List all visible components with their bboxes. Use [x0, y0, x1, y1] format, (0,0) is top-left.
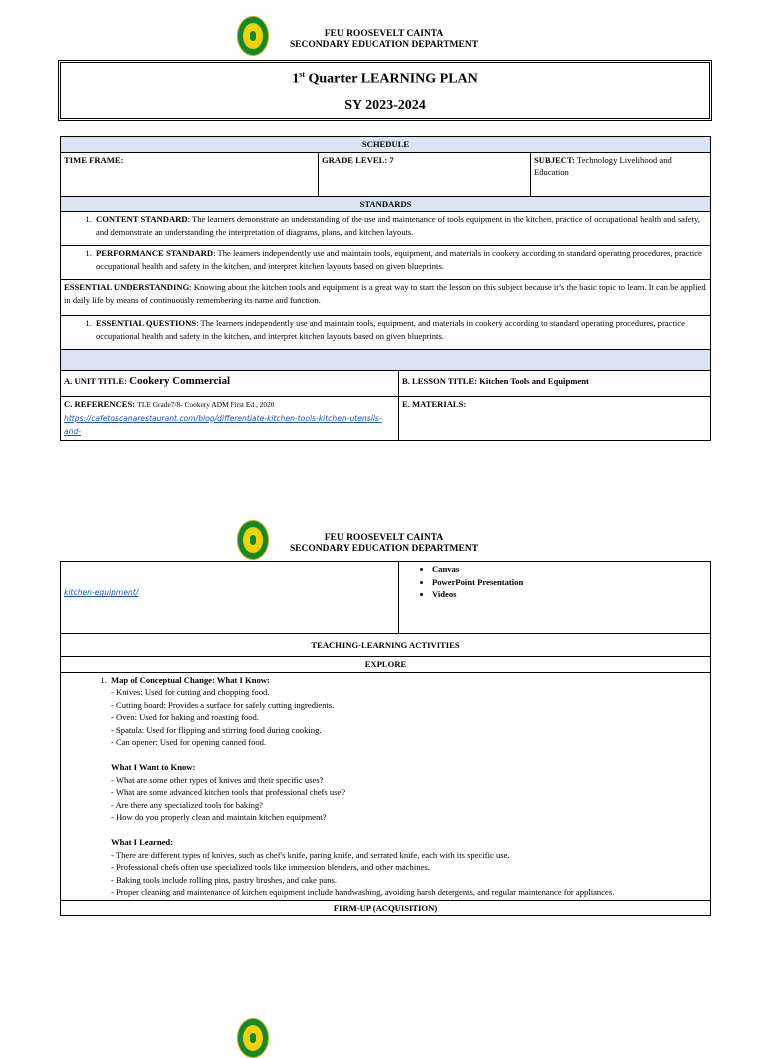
standards-heading: STANDARDS [61, 196, 711, 212]
learned-title: What I Learned: [111, 837, 174, 847]
school-name-2: FEU ROOSEVELT CAINTA [324, 533, 444, 543]
materials-list-cell [399, 562, 711, 634]
explore-content [61, 672, 711, 900]
department-name-2: SECONDARY EDUCATION DEPARTMENT [289, 544, 479, 554]
map-title: Map of Conceptual Change: What I Know: [111, 674, 270, 685]
lesson-title-cell: B. LESSON TITLE: Kitchen Tools and Equipment [399, 371, 711, 397]
want-title: What I Want to Know: [111, 762, 196, 772]
materials-list [402, 563, 707, 601]
learned-item: - There are different types of knives, such as chef's knife, paring knife, and serrated knife, each with its specific use. [111, 849, 510, 860]
material-item: • PowerPoint Presentation [432, 576, 707, 589]
school-year: SY 2023-2024 [344, 97, 426, 113]
learned-item: - Baking tools include rolling pins, pastry brushes, and cake pans. [111, 874, 338, 885]
want-item: - How do you properly clean and maintain kitchen equipment? [111, 812, 327, 822]
unit-title-cell: A. UNIT TITLE: Cookery Commercial [61, 371, 399, 397]
know-item: - Oven: Used for baking and roasting food. [111, 712, 259, 722]
essential-understanding: ESSENTIAL UNDERSTANDING: Knowing about the kitchen tools and equipment is a great way to start the lesson on this subject because it’s the basic topic to learn. It can be applied in daily life by means of continuously remembering its name and function. [61, 280, 711, 316]
performance-standard: 1. PERFORMANCE STANDARD: The learners independently use and maintain tools, equipment, and materials in cookery according to standard operating procedures, practice occupational health and safety in the kitchen, and interpret kitchen layouts based on given blueprints. [61, 246, 711, 280]
reference-link-cont[interactable]: kitchen-equipment/ [64, 588, 139, 598]
want-item: - What are some advanced kitchen tools that professional chefs use? [111, 787, 346, 797]
know-item: - Spatula: Used for flipping and stirring food during cooking. [111, 724, 322, 735]
grade-level-cell: GRADE LEVEL: 7 [319, 152, 531, 196]
reference-link[interactable]: https://cafetoscanarestaurant.com/blog/differentiate-kitchen-tools-kitchen-utensils-and- [64, 413, 382, 436]
schedule-heading: SCHEDULE [61, 137, 711, 153]
subject-cell: SUBJECT: Technology Livelihood and Education [531, 152, 711, 196]
explore-heading: EXPLORE [61, 657, 711, 673]
quarter-title: 1st Quarter LEARNING PLAN [292, 70, 478, 87]
department-name: SECONDARY EDUCATION DEPARTMENT [289, 40, 479, 50]
firmup-heading: FIRM-UP (ACQUISITION) [61, 900, 711, 916]
reference-link-cont-cell [61, 562, 399, 634]
know-item: - Cutting board: Provides a surface for safely cutting ingredients. [111, 699, 335, 710]
know-item: - Can opener: Used for opening canned food. [111, 737, 267, 747]
know-item: - Knives: Used for cutting and chopping food. [111, 687, 270, 697]
material-item: • Videos [432, 588, 707, 601]
materials-cell: E. MATERIALS: [399, 397, 711, 441]
want-item: - What are some other types of knives and their specific uses? [111, 774, 324, 785]
title-box [58, 60, 712, 121]
references-cell: C. REFERENCES: TLE Grade7/8- Cookery ADM First Ed., 2020 https://cafetoscanarestaurant.com/blog/differentiate-kitchen-tools-kitchen-utensils-and- [61, 397, 399, 441]
learning-plan-table [60, 136, 711, 441]
school-name: FEU ROOSEVELT CAINTA [324, 29, 444, 39]
learned-item: - Proper cleaning and maintenance of kitchen equipment include handwashing, avoiding harsh detergents, and regular maintenance for appliances. [111, 887, 615, 897]
blank-band [61, 350, 711, 371]
content-standard: 1. CONTENT STANDARD: The learners demonstrate an understanding of the use and maintenance of tools equipment in the kitchen, practice of occupational health and safety, and demonstrate an understanding the interpretation of diagrams, plans, and kitchen layouts. [61, 212, 711, 246]
material-item: • Canvas [432, 563, 707, 576]
school-seal-logo-3 [237, 1018, 269, 1058]
want-item: - Are there any specialized tools for baking? [111, 799, 264, 810]
tla-heading: TEACHING-LEARNING ACTIVITIES [61, 634, 711, 657]
essential-questions: 1. ESSENTIAL QUESTIONS: The learners independently use and maintain tools, equipment, and materials in cookery according to standard operating procedures, practice occupational health and safety in the kitchen, and interpret kitchen layouts based on given blueprints. [61, 316, 711, 350]
time-frame-cell: TIME FRAME: [61, 152, 319, 196]
learned-item: - Professional chefs often use specialized tools like immersion blenders, and other machines. [111, 862, 430, 872]
learning-plan-table-2 [60, 561, 711, 916]
